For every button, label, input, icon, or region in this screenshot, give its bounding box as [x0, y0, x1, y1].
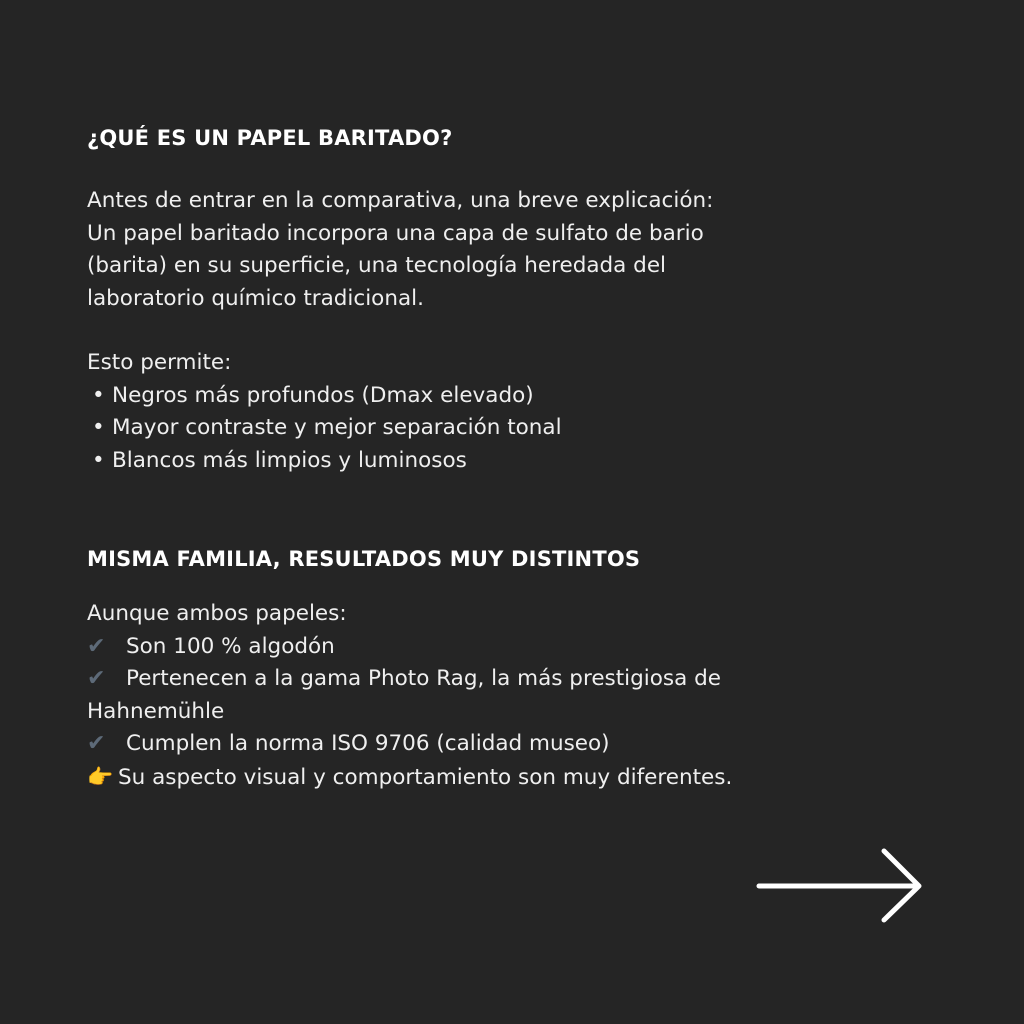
benefits-list [87, 347, 807, 477]
list-item-text: Blancos más limpios y luminosos [112, 447, 467, 473]
list-item [87, 412, 807, 445]
list-item-text: Cumplen la norma ISO 9706 (calidad museo) [126, 731, 610, 756]
list-item-continuation: Hahnemühle [87, 698, 225, 724]
benefits-intro: Esto permite: [87, 350, 232, 375]
paragraph-line: Un papel baritado incorpora una capa de sulfato de bario [87, 220, 704, 246]
arrow-right-icon[interactable] [756, 847, 924, 925]
paragraph-line: Antes de entrar en la comparativa, una breve explicación: [87, 188, 714, 213]
check-mark-icon: ✔ [87, 633, 106, 659]
list-item [87, 380, 807, 413]
section-title-same-family: MISMA FAMILIA, RESULTADOS MUY DISTINTOS [87, 547, 641, 571]
list-item [87, 728, 807, 761]
comparison-list [87, 598, 807, 794]
paragraph-line: laboratorio químico tradicional. [87, 285, 424, 311]
list-item-text: Son 100 % algodón [126, 633, 335, 659]
pointing-hand-icon: 👉 [87, 764, 114, 789]
list-item [87, 445, 807, 478]
list-item-text: Negros más profundos (Dmax elevado) [112, 382, 534, 408]
conclusion-text: Su aspecto visual y comportamiento son muy diferentes. [118, 764, 733, 790]
conclusion-line [87, 761, 807, 795]
list-item-text: Pertenecen a la gama Photo Rag, la más prestigiosa de [126, 666, 722, 691]
list-item [87, 631, 807, 664]
bullet-icon: • [92, 382, 105, 408]
paragraph-line: (barita) en su superficie, una tecnología heredada del [87, 253, 667, 278]
check-mark-icon: ✔ [87, 666, 106, 691]
list-item [87, 663, 807, 696]
bullet-icon: • [92, 447, 105, 473]
explanation-paragraph [87, 185, 807, 315]
list-item-text: Mayor contraste y mejor separación tonal [112, 415, 562, 440]
comparison-intro: Aunque ambos papeles: [87, 601, 347, 626]
section-title-what-is: ¿QUÉ ES UN PAPEL BARITADO? [87, 126, 453, 150]
check-mark-icon: ✔ [87, 731, 106, 756]
bullet-icon: • [92, 415, 105, 440]
